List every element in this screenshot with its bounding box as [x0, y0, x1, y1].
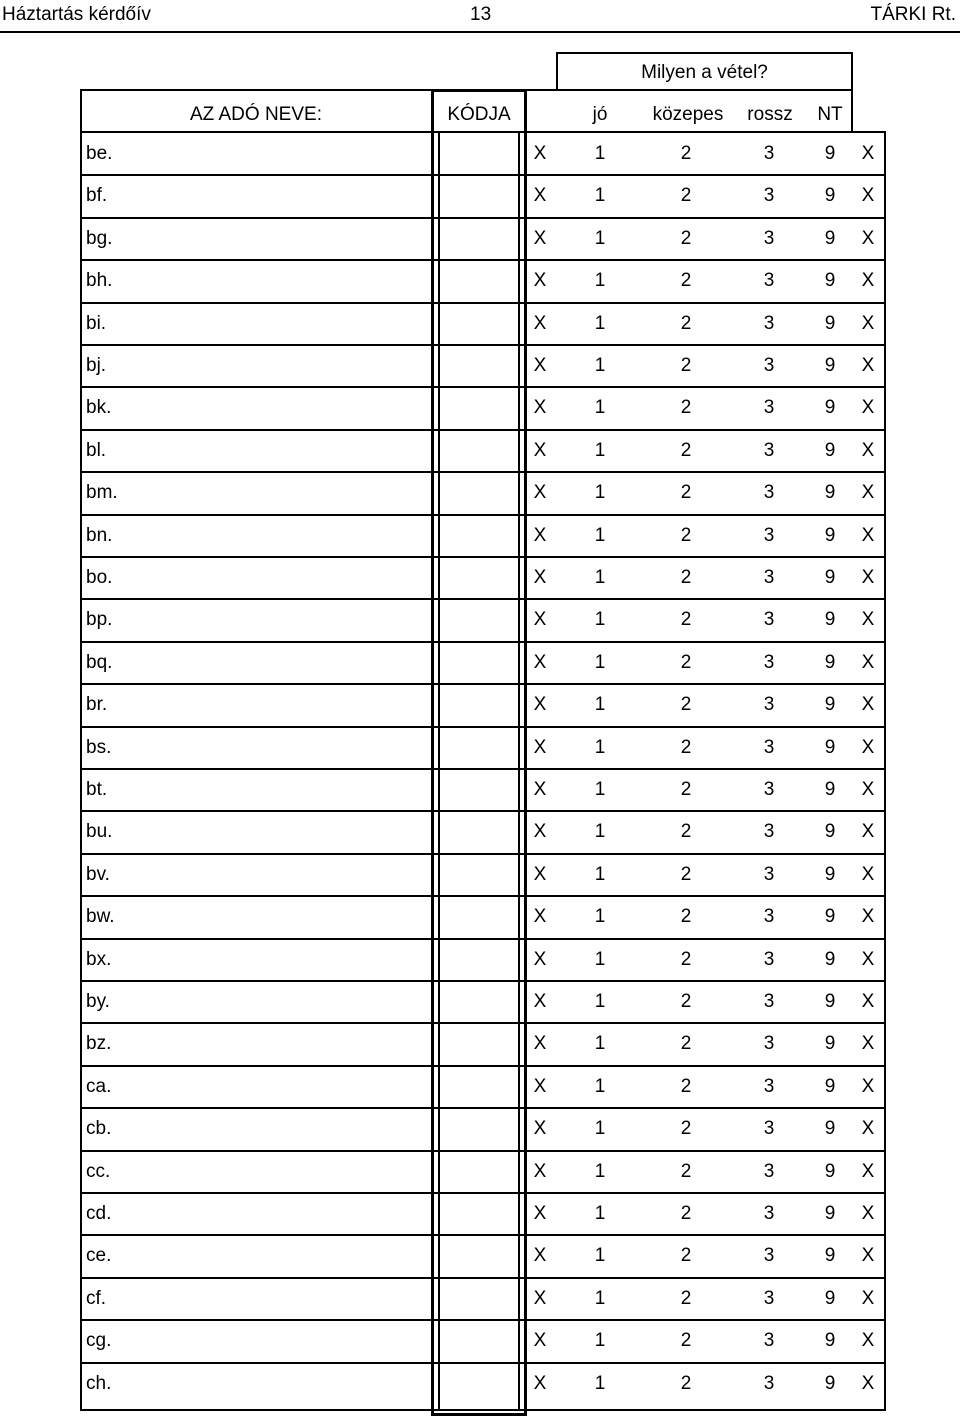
row-end-x: X — [861, 779, 875, 800]
option-good[interactable]: 1 — [594, 312, 606, 334]
option-bad[interactable]: 3 — [763, 736, 775, 758]
option-nt[interactable]: 9 — [824, 312, 836, 334]
row-end-x: X — [861, 1203, 875, 1224]
row-code-x: X — [533, 1160, 547, 1182]
option-good[interactable]: 1 — [594, 227, 606, 249]
row-end-x: X — [861, 270, 875, 292]
page-header — [0, 0, 960, 32]
option-mid[interactable]: 2 — [680, 1033, 692, 1055]
option-good[interactable]: 1 — [594, 779, 606, 800]
row-label: br. — [86, 694, 108, 716]
option-good[interactable]: 1 — [594, 524, 606, 546]
option-mid[interactable]: 2 — [680, 227, 692, 249]
option-good[interactable]: 1 — [594, 1033, 606, 1055]
option-bad[interactable]: 3 — [763, 1245, 775, 1267]
option-good[interactable]: 1 — [594, 1372, 606, 1394]
option-bad[interactable]: 3 — [763, 312, 775, 334]
option-mid[interactable]: 2 — [680, 736, 692, 758]
row-end-x: X — [861, 397, 875, 419]
option-nt[interactable]: 9 — [824, 355, 836, 376]
option-bad[interactable]: 3 — [763, 143, 775, 164]
option-bad[interactable]: 3 — [763, 779, 775, 800]
option-nt[interactable]: 9 — [824, 609, 836, 631]
row-code-x: X — [533, 1245, 547, 1267]
row-code-x: X — [533, 1330, 547, 1352]
option-nt[interactable]: 9 — [824, 1160, 836, 1182]
option-good[interactable]: 1 — [594, 143, 606, 164]
row-code-x: X — [533, 906, 547, 928]
row-label: bh. — [86, 270, 113, 292]
option-mid[interactable]: 2 — [680, 1075, 692, 1097]
option-mid[interactable]: 2 — [680, 312, 692, 334]
option-bad[interactable]: 3 — [763, 524, 775, 546]
row-end-x: X — [861, 355, 875, 376]
row-label: bu. — [86, 821, 113, 843]
option-nt[interactable]: 9 — [824, 524, 836, 546]
row-label: bw. — [86, 906, 115, 928]
row-end-x: X — [861, 567, 875, 588]
option-good[interactable]: 1 — [594, 906, 606, 928]
option-good[interactable]: 1 — [594, 270, 606, 292]
option-mid[interactable]: 2 — [680, 1203, 692, 1224]
option-nt[interactable]: 9 — [824, 863, 836, 885]
header-title: Háztartás kérdőív — [2, 4, 151, 25]
option-nt[interactable]: 9 — [824, 779, 836, 800]
row-label: be. — [86, 143, 113, 164]
option-bad[interactable]: 3 — [763, 906, 775, 928]
option-mid[interactable]: 2 — [680, 143, 692, 164]
row-end-x: X — [861, 143, 875, 164]
option-bad[interactable]: 3 — [763, 397, 775, 419]
option-good[interactable]: 1 — [594, 439, 606, 461]
table-left-border — [80, 89, 82, 1411]
row-code-x: X — [533, 694, 547, 716]
row-code-x: X — [533, 651, 547, 673]
option-good[interactable]: 1 — [594, 1075, 606, 1097]
row-end-x: X — [861, 524, 875, 546]
option-mid[interactable]: 2 — [680, 821, 692, 843]
option-nt[interactable]: 9 — [824, 482, 836, 504]
option-mid[interactable]: 2 — [680, 524, 692, 546]
option-bad[interactable]: 3 — [763, 1287, 775, 1309]
option-good[interactable]: 1 — [594, 1160, 606, 1182]
option-good[interactable]: 1 — [594, 567, 606, 588]
option-mid[interactable]: 2 — [680, 1160, 692, 1182]
row-end-x: X — [861, 821, 875, 843]
question-text: Milyen a vétel? — [641, 62, 768, 83]
row-code-x: X — [533, 779, 547, 800]
option-bad[interactable]: 3 — [763, 227, 775, 249]
row-code-x: X — [533, 143, 547, 164]
option-nt[interactable]: 9 — [824, 1245, 836, 1267]
row-label: cb. — [86, 1118, 112, 1140]
option-good[interactable]: 1 — [594, 991, 606, 1012]
row-end-x: X — [861, 482, 875, 504]
row-code-x: X — [533, 524, 547, 546]
row-code-x: X — [533, 1118, 547, 1140]
option-mid[interactable]: 2 — [680, 439, 692, 461]
option-bad[interactable]: 3 — [763, 1203, 775, 1224]
option-mid[interactable]: 2 — [680, 906, 692, 928]
row-code-x: X — [533, 439, 547, 461]
option-nt[interactable]: 9 — [824, 567, 836, 588]
row-code-x: X — [533, 609, 547, 631]
question-top-border — [556, 52, 853, 54]
option-bad[interactable]: 3 — [763, 185, 775, 207]
row-end-x: X — [861, 439, 875, 461]
option-nt[interactable]: 9 — [824, 948, 836, 970]
option-nt[interactable]: 9 — [824, 270, 836, 292]
row-label: bv. — [86, 863, 110, 885]
option-nt[interactable]: 9 — [824, 1118, 836, 1140]
row-code-x: X — [533, 991, 547, 1012]
option-bad[interactable]: 3 — [763, 355, 775, 376]
col-good-header: jó — [592, 104, 608, 125]
option-mid[interactable]: 2 — [680, 1330, 692, 1352]
col-name-header: AZ ADÓ NEVE: — [190, 104, 322, 125]
row-label: cf. — [86, 1287, 107, 1309]
row-label: ce. — [86, 1245, 112, 1267]
option-bad[interactable]: 3 — [763, 482, 775, 504]
option-nt[interactable]: 9 — [824, 185, 836, 207]
row-code-x: X — [533, 863, 547, 885]
option-mid[interactable]: 2 — [680, 694, 692, 716]
row-end-x: X — [861, 609, 875, 631]
row-end-x: X — [861, 185, 875, 207]
row-label: ca. — [86, 1075, 112, 1097]
col-mid-header: közepes — [652, 104, 724, 125]
option-bad[interactable]: 3 — [763, 1160, 775, 1182]
option-good[interactable]: 1 — [594, 694, 606, 716]
option-good[interactable]: 1 — [594, 863, 606, 885]
row-code-x: X — [533, 270, 547, 292]
option-bad[interactable]: 3 — [763, 270, 775, 292]
option-bad[interactable]: 3 — [763, 1118, 775, 1140]
row-label: bp. — [86, 609, 113, 631]
row-code-x: X — [533, 1287, 547, 1309]
row-end-x: X — [861, 1075, 875, 1097]
header-divider — [0, 31, 960, 33]
option-bad[interactable]: 3 — [763, 1330, 775, 1352]
option-mid[interactable]: 2 — [680, 863, 692, 885]
col-bad-header: rossz — [747, 104, 793, 125]
row-end-x: X — [861, 1330, 875, 1352]
row-code-x: X — [533, 227, 547, 249]
option-mid[interactable]: 2 — [680, 355, 692, 376]
option-nt[interactable]: 9 — [824, 227, 836, 249]
option-bad[interactable]: 3 — [763, 567, 775, 588]
row-code-x: X — [533, 312, 547, 334]
option-mid[interactable]: 2 — [680, 651, 692, 673]
row-end-x: X — [861, 1287, 875, 1309]
option-mid[interactable]: 2 — [680, 948, 692, 970]
row-end-x: X — [861, 312, 875, 334]
row-code-x: X — [533, 482, 547, 504]
row-label: bg. — [86, 227, 113, 249]
row-end-x: X — [861, 991, 875, 1012]
row-label: bn. — [86, 524, 113, 546]
row-end-x: X — [861, 1033, 875, 1055]
option-bad[interactable]: 3 — [763, 1033, 775, 1055]
row-code-x: X — [533, 1203, 547, 1224]
option-bad[interactable]: 3 — [763, 609, 775, 631]
option-good[interactable]: 1 — [594, 1245, 606, 1267]
row-code-x: X — [533, 1372, 547, 1394]
option-bad[interactable]: 3 — [763, 1372, 775, 1394]
option-nt[interactable]: 9 — [824, 651, 836, 673]
option-nt[interactable]: 9 — [824, 143, 836, 164]
option-good[interactable]: 1 — [594, 397, 606, 419]
row-label: bf. — [86, 185, 108, 207]
row-label: bj. — [86, 355, 107, 376]
page-number: 13 — [470, 4, 492, 25]
header-org: TÁRKI Rt. — [870, 4, 956, 25]
option-mid[interactable]: 2 — [680, 270, 692, 292]
code-column-inner — [438, 131, 520, 1411]
option-nt[interactable]: 9 — [824, 821, 836, 843]
option-good[interactable]: 1 — [594, 821, 606, 843]
row-label: cd. — [86, 1203, 112, 1224]
option-mid[interactable]: 2 — [680, 1372, 692, 1394]
option-nt[interactable]: 9 — [824, 694, 836, 716]
row-label: cg. — [86, 1330, 112, 1352]
option-bad[interactable]: 3 — [763, 651, 775, 673]
option-mid[interactable]: 2 — [680, 779, 692, 800]
option-nt[interactable]: 9 — [824, 1372, 836, 1394]
row-label: by. — [86, 991, 110, 1012]
row-end-x: X — [861, 1160, 875, 1182]
option-mid[interactable]: 2 — [680, 397, 692, 419]
option-mid[interactable]: 2 — [680, 482, 692, 504]
row-label: bs. — [86, 736, 112, 758]
row-label: cc. — [86, 1160, 111, 1182]
option-bad[interactable]: 3 — [763, 863, 775, 885]
option-nt[interactable]: 9 — [824, 439, 836, 461]
row-label: bl. — [86, 439, 107, 461]
option-nt[interactable]: 9 — [824, 1075, 836, 1097]
row-end-x: X — [861, 948, 875, 970]
row-label: bx. — [86, 948, 112, 970]
row-end-x: X — [861, 694, 875, 716]
option-good[interactable]: 1 — [594, 1203, 606, 1224]
option-good[interactable]: 1 — [594, 948, 606, 970]
option-mid[interactable]: 2 — [680, 567, 692, 588]
option-good[interactable]: 1 — [594, 1118, 606, 1140]
row-code-x: X — [533, 736, 547, 758]
row-label: bz. — [86, 1033, 112, 1055]
option-bad[interactable]: 3 — [763, 991, 775, 1012]
col-nt-header: NT — [817, 104, 843, 125]
option-mid[interactable]: 2 — [680, 991, 692, 1012]
row-label: bm. — [86, 482, 118, 504]
row-end-x: X — [861, 736, 875, 758]
row-end-x: X — [861, 906, 875, 928]
row-code-x: X — [533, 355, 547, 376]
option-bad[interactable]: 3 — [763, 821, 775, 843]
row-label: bo. — [86, 567, 113, 588]
row-end-x: X — [861, 1118, 875, 1140]
option-bad[interactable]: 3 — [763, 948, 775, 970]
option-mid[interactable]: 2 — [680, 185, 692, 207]
option-bad[interactable]: 3 — [763, 1075, 775, 1097]
option-nt[interactable]: 9 — [824, 991, 836, 1012]
row-end-x: X — [861, 1372, 875, 1394]
row-label: bq. — [86, 651, 113, 673]
option-nt[interactable]: 9 — [824, 906, 836, 928]
option-mid[interactable]: 2 — [680, 1245, 692, 1267]
row-end-x: X — [861, 1245, 875, 1267]
row-code-x: X — [533, 1075, 547, 1097]
option-bad[interactable]: 3 — [763, 694, 775, 716]
option-good[interactable]: 1 — [594, 355, 606, 376]
row-label: ch. — [86, 1372, 112, 1394]
row-end-x: X — [861, 227, 875, 249]
option-mid[interactable]: 2 — [680, 1287, 692, 1309]
row-label: bi. — [86, 312, 107, 334]
option-good[interactable]: 1 — [594, 651, 606, 673]
row-code-x: X — [533, 567, 547, 588]
option-nt[interactable]: 9 — [824, 736, 836, 758]
row-end-x: X — [861, 863, 875, 885]
option-good[interactable]: 1 — [594, 1330, 606, 1352]
header-right-border — [851, 89, 853, 133]
option-nt[interactable]: 9 — [824, 1203, 836, 1224]
row-code-x: X — [533, 1033, 547, 1055]
option-mid[interactable]: 2 — [680, 609, 692, 631]
row-label: bk. — [86, 397, 112, 419]
option-good[interactable]: 1 — [594, 609, 606, 631]
col-code-header: KÓDJA — [447, 104, 511, 125]
row-end-x: X — [861, 651, 875, 673]
option-mid[interactable]: 2 — [680, 1118, 692, 1140]
row-code-x: X — [533, 821, 547, 843]
option-nt[interactable]: 9 — [824, 1287, 836, 1309]
row-code-x: X — [533, 948, 547, 970]
option-nt[interactable]: 9 — [824, 1330, 836, 1352]
row-code-x: X — [533, 397, 547, 419]
row-label: bt. — [86, 779, 108, 800]
row-code-x: X — [533, 185, 547, 207]
option-bad[interactable]: 3 — [763, 439, 775, 461]
option-good[interactable]: 1 — [594, 185, 606, 207]
option-nt[interactable]: 9 — [824, 1033, 836, 1055]
option-nt[interactable]: 9 — [824, 397, 836, 419]
option-good[interactable]: 1 — [594, 482, 606, 504]
option-good[interactable]: 1 — [594, 1287, 606, 1309]
option-good[interactable]: 1 — [594, 736, 606, 758]
